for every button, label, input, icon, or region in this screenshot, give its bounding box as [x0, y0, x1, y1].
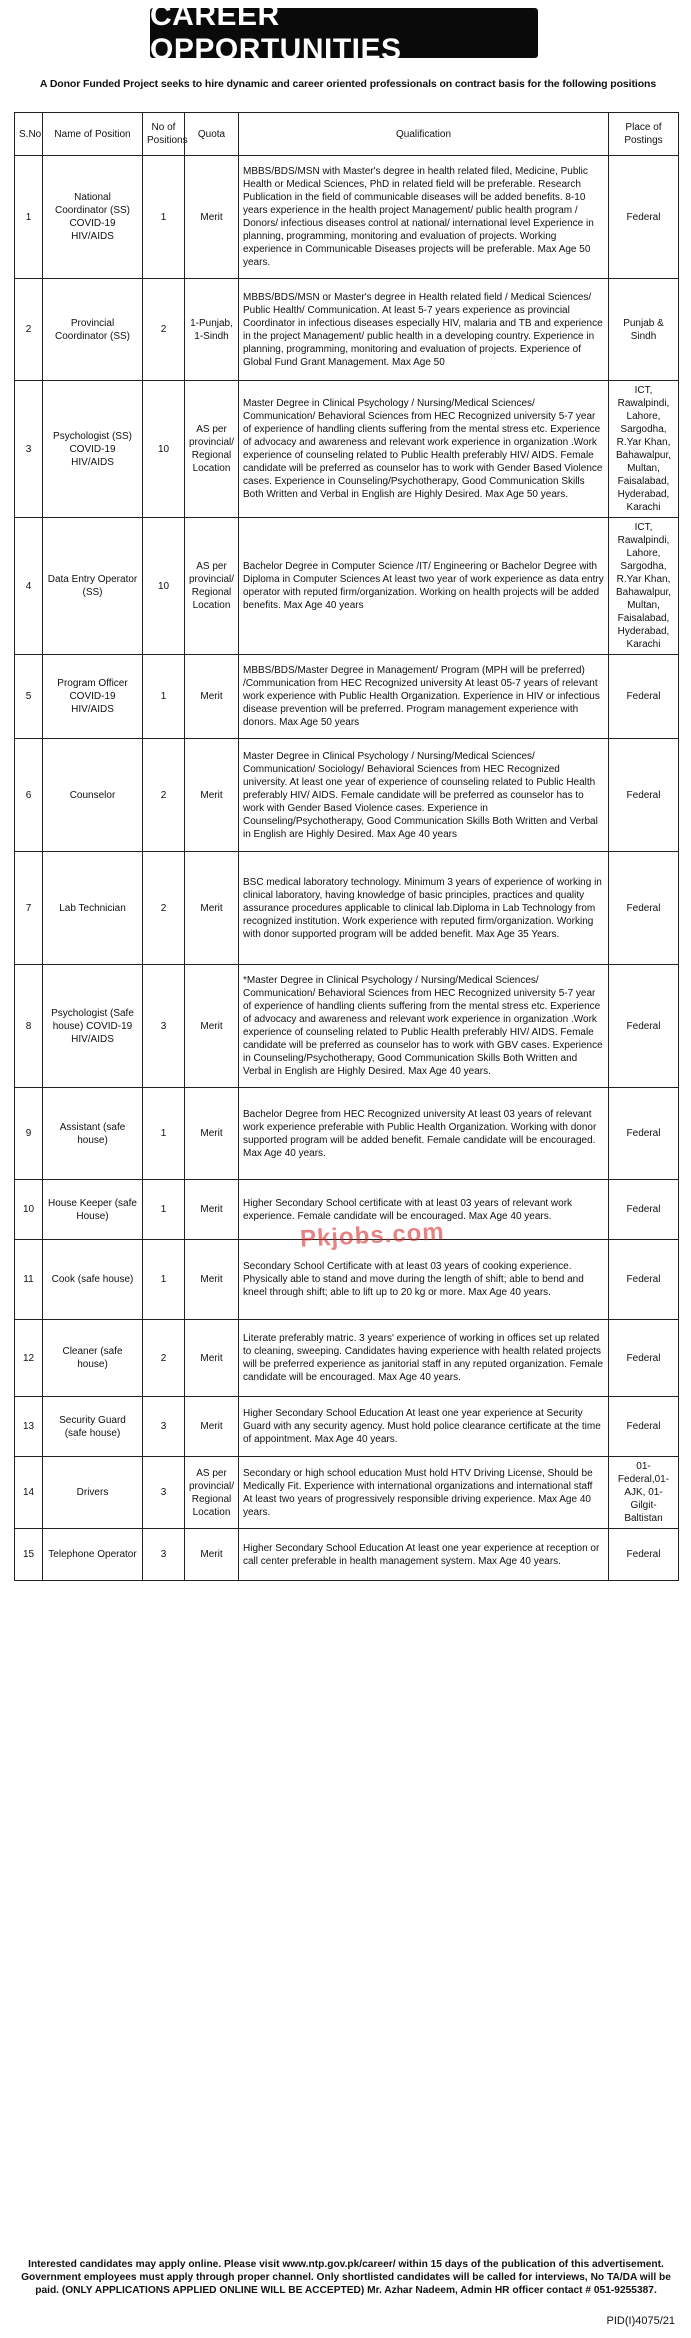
row-quota: AS per provincial/ Regional Location — [185, 381, 239, 518]
row-position-name: Cleaner (safe house) — [43, 1320, 143, 1397]
table-row — [15, 852, 679, 965]
row-position-name: Assistant (safe house) — [43, 1088, 143, 1180]
row-position-name: Security Guard (safe house) — [43, 1397, 143, 1457]
row-qualification: Bachelor Degree from HEC Recognized university At least 03 years of relevant work experience preferable with Public Health Organization. Working with donor supported program will be added benefit. Female candidate will be encouraged. Max Age 40 years. — [239, 1088, 609, 1180]
table-row — [15, 381, 679, 518]
row-position-count: 1 — [143, 655, 185, 739]
row-sno: 14 — [15, 1457, 43, 1529]
table-row — [15, 1457, 679, 1529]
row-place: Federal — [609, 1320, 679, 1397]
row-sno: 7 — [15, 852, 43, 965]
row-sno: 1 — [15, 156, 43, 279]
table-row — [15, 1529, 679, 1581]
positions-table — [14, 112, 679, 1581]
row-sno: 9 — [15, 1088, 43, 1180]
table-row — [15, 1088, 679, 1180]
row-place: Federal — [609, 156, 679, 279]
row-quota: 1-Punjab, 1-Sindh — [185, 279, 239, 381]
row-position-count: 2 — [143, 739, 185, 852]
row-sno: 13 — [15, 1397, 43, 1457]
row-quota: Merit — [185, 1240, 239, 1320]
row-quota: Merit — [185, 1180, 239, 1240]
row-position-count: 1 — [143, 1240, 185, 1320]
row-sno: 3 — [15, 381, 43, 518]
row-qualification: Higher Secondary School Education At least one year experience at Security Guard with any security agency. Must hold police clearance certificate at the time of appointment. Max Age 40 years. — [239, 1397, 609, 1457]
row-qualification: BSC medical laboratory technology. Minimum 3 years of experience of working in clinical laboratory, having knowledge of basic principles, practices and quality assurance procedures applicable to clinical lab.Diploma in Lab Technology from recognized institution. Work experience with reputed firm/organization. Working with donor supported program will be added benefit. Max Age 35 Years. — [239, 852, 609, 965]
row-qualification: MBBS/BDS/MSN or Master's degree in Health related field / Medical Sciences/ Public Health/ Communication. At least 5-7 years experience as provincial Coordinator in infectious diseases especially HIV, malaria and TB and experience in the project Management/ public health in a developing country. Experience in planning, programming, monitoring and evaluation of projects. Experience of Global Fund Grant Management. Max Age 50 — [239, 279, 609, 381]
row-position-name: Provincial Coordinator (SS) — [43, 279, 143, 381]
row-position-name: Counselor — [43, 739, 143, 852]
row-position-count: 3 — [143, 965, 185, 1088]
row-place: 01-Federal,01-AJK, 01- Gilgit-Baltistan — [609, 1457, 679, 1529]
row-place: Federal — [609, 1529, 679, 1581]
row-sno: 6 — [15, 739, 43, 852]
row-position-name: Data Entry Operator (SS) — [43, 518, 143, 655]
row-qualification: MBBS/BDS/MSN with Master's degree in health related filed, Medicine, Public Health or Medical Sciences, PhD in related field will be preferable. Research Publication in the field of communicable diseases will be added benefits. 8-10 years experience in the health project Management/ public health program / Donors/ infectious diseases control at national/ international level Experience in planning, programming, monitoring and evaluation of projects. Working experience in Communicable Diseases projects will be preferable. Max Age 50 years. — [239, 156, 609, 279]
row-place: ICT, Rawalpindi, Lahore, Sargodha, R.Yar Khan, Bahawalpur, Multan, Faisalabad, Hyderabad, Karachi — [609, 381, 679, 518]
table-row — [15, 518, 679, 655]
row-position-count: 1 — [143, 1088, 185, 1180]
footer-text: Interested candidates may apply online. Please visit www.ntp.gov.pk/career/ within 15 days of the publication of this advertisement. Government employees must apply through proper channel. Only shortlisted candidates will be called for interviews, No TA/DA will be paid. (ONLY APPLICATIONS APPLIED ONLINE WILL BE ACCEPTED) Mr. Azhar Nadeem, Admin HR officer contact # 051-9255387. — [21, 2259, 671, 2296]
table-row — [15, 1240, 679, 1320]
row-sno: 10 — [15, 1180, 43, 1240]
page-title: CAREER OPPORTUNITIES — [150, 8, 538, 58]
row-quota: Merit — [185, 1320, 239, 1397]
row-quota: Merit — [185, 1529, 239, 1581]
table-header-row — [15, 113, 679, 156]
table-row — [15, 279, 679, 381]
col-header-quota: Quota — [185, 113, 239, 156]
table-row — [15, 156, 679, 279]
row-qualification: Literate preferably matric. 3 years' experience of working in offices set up related to cleaning, sweeping. Candidates having experience with health related projects will be preferred experience as janitorial staff in any reputed organization. Female candidate will be encouraged. Max Age 40 years. — [239, 1320, 609, 1397]
row-quota: AS per provincial/ Regional Location — [185, 518, 239, 655]
row-sno: 5 — [15, 655, 43, 739]
row-position-name: Psychologist (SS) COVID-19 HIV/AIDS — [43, 381, 143, 518]
row-position-count: 1 — [143, 1180, 185, 1240]
row-position-name: Lab Technician — [43, 852, 143, 965]
row-position-count: 3 — [143, 1397, 185, 1457]
row-position-name: Drivers — [43, 1457, 143, 1529]
row-sno: 4 — [15, 518, 43, 655]
row-quota: Merit — [185, 965, 239, 1088]
row-sno: 8 — [15, 965, 43, 1088]
row-place: Punjab & Sindh — [609, 279, 679, 381]
col-header-position: Name of Position — [43, 113, 143, 156]
row-sno: 2 — [15, 279, 43, 381]
table-row — [15, 1320, 679, 1397]
row-quota: AS per provincial/ Regional Location — [185, 1457, 239, 1529]
row-position-name: Cook (safe house) — [43, 1240, 143, 1320]
table-row — [15, 739, 679, 852]
row-sno: 15 — [15, 1529, 43, 1581]
row-qualification: Master Degree in Clinical Psychology / Nursing/Medical Sciences/ Communication/ Sociology/ Behavioral Sciences from HEC Recognized university. At least one year of experience of counseling related to Public Health preferably HIV/ AIDS. Female candidate will be preferred as counselor has to work with Gender Based Violence cases. Experience in Counseling/Psychotherapy, Good Communication Skills Both Written and Verbal in English are Highly Desired. Max Age 40 years — [239, 739, 609, 852]
col-header-sno: S.No — [15, 113, 43, 156]
row-qualification: MBBS/BDS/Master Degree in Management/ Program (MPH will be preferred) /Communication from HEC Recognized university At least 05-7 years of relevant work experience with Public Health Organization. Experience in HIV or infectious disease prevention will be preferred. Program management experience with donors. Max Age 50 years — [239, 655, 609, 739]
col-header-qualification: Qualification — [239, 113, 609, 156]
row-position-count: 2 — [143, 852, 185, 965]
row-qualification: Secondary or high school education Must hold HTV Driving License, Should be Medically Fit. Experience with international organizations and international staff At least two years of progressively responsible driving experience. Max Age 40 years. — [239, 1457, 609, 1529]
col-header-place: Place of Postings — [609, 113, 679, 156]
row-position-name: Telephone Operator — [43, 1529, 143, 1581]
row-place: Federal — [609, 965, 679, 1088]
row-qualification: *Master Degree in Clinical Psychology / Nursing/Medical Sciences/ Communication/ Behavioral Sciences from HEC Recognized university 5-7 year of experience of handling clients suffering from the mental stress etc. Experience of advocacy and awareness and relevant work experience in organization .Work experience of counseling related to Public Health preferably HIV/ AIDS. Female candidate will be preferred as counselor has to work with GBV cases. Experience in Counseling/Psychotherapy, Good Communication Skills Both Written and Verbal in English are Highly Desired. Max Age 40 years. — [239, 965, 609, 1088]
row-place: Federal — [609, 1240, 679, 1320]
table-body — [15, 156, 679, 1581]
subheading: A Donor Funded Project seeks to hire dynamic and career oriented professionals on contract basis for the following positions — [39, 78, 657, 90]
table-row — [15, 1397, 679, 1457]
row-quota: Merit — [185, 655, 239, 739]
row-qualification: Higher Secondary School Education At least one year experience at reception or call center preferable in health management system. Max Age 40 years. — [239, 1529, 609, 1581]
table-row — [15, 965, 679, 1088]
row-position-count: 3 — [143, 1529, 185, 1581]
row-position-count: 2 — [143, 1320, 185, 1397]
application-instructions — [14, 2258, 678, 2297]
row-position-count: 10 — [143, 518, 185, 655]
row-position-name: Psychologist (Safe house) COVID-19 HIV/AIDS — [43, 965, 143, 1088]
row-qualification: Bachelor Degree in Computer Science /IT/ Engineering or Bachelor Degree with Diploma in Computer Sciences At least two year of work experience as data entry operator with reputed firm/organization. Working on health projects will be added benefits. Max Age 40 years — [239, 518, 609, 655]
row-quota: Merit — [185, 739, 239, 852]
row-place: Federal — [609, 655, 679, 739]
row-qualification: Higher Secondary School certificate with at least 03 years of relevant work experience. Female candidate will be encouraged. Max Age 40 years. — [239, 1180, 609, 1240]
row-quota: Merit — [185, 852, 239, 965]
col-header-count: No of Positions — [143, 113, 185, 156]
pid-reference: PID(I)4075/21 — [606, 2315, 675, 2327]
row-quota: Merit — [185, 156, 239, 279]
row-position-name: National Coordinator (SS) COVID-19 HIV/AIDS — [43, 156, 143, 279]
row-place: Federal — [609, 1180, 679, 1240]
row-position-count: 3 — [143, 1457, 185, 1529]
row-position-name: Program Officer COVID-19 HIV/AIDS — [43, 655, 143, 739]
row-quota: Merit — [185, 1088, 239, 1180]
row-sno: 11 — [15, 1240, 43, 1320]
row-place: ICT, Rawalpindi, Lahore, Sargodha, R.Yar Khan, Bahawalpur, Multan, Faisalabad, Hyderabad, Karachi — [609, 518, 679, 655]
table-row — [15, 655, 679, 739]
row-qualification: Master Degree in Clinical Psychology / Nursing/Medical Sciences/ Communication/ Behavioral Sciences from HEC Recognized university 5-7 year of experience of handling clients suffering from the mental stress etc. Experience of advocacy and awareness and relevant work experience in organization .Work experience of counseling related to Public Health preferably HIV/ AIDS. Female candidate will be preferred as counselor has to work with Gender Based Violence cases. Experience in Counseling/Psychotherapy, Good Communication Skills Both Written and Verbal in English are Highly Desired. Max Age 50 years. — [239, 381, 609, 518]
row-sno: 12 — [15, 1320, 43, 1397]
row-place: Federal — [609, 852, 679, 965]
row-position-count: 2 — [143, 279, 185, 381]
row-place: Federal — [609, 739, 679, 852]
row-position-count: 10 — [143, 381, 185, 518]
row-place: Federal — [609, 1088, 679, 1180]
row-quota: Merit — [185, 1397, 239, 1457]
row-qualification: Secondary School Certificate with at least 03 years of cooking experience. Physically able to stand and move during the length of shift; able to bend and kneel through shift; able to lift up to 20 kg or more. Max Age 40 years. — [239, 1240, 609, 1320]
row-position-count: 1 — [143, 156, 185, 279]
row-position-name: House Keeper (safe House) — [43, 1180, 143, 1240]
row-place: Federal — [609, 1397, 679, 1457]
watermark: Pkjobs.com — [299, 1218, 446, 1253]
